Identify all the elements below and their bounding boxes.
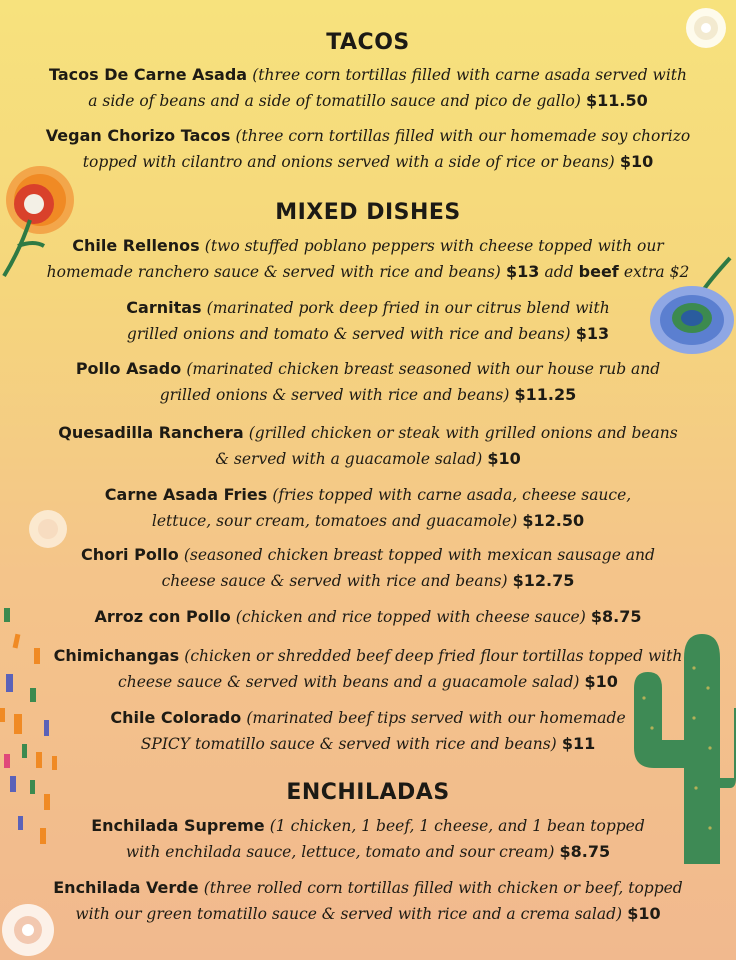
section-title-enchiladas: ENCHILADAS (286, 780, 450, 805)
menu-item (40, 482, 696, 534)
item-extra-price: extra $2 (623, 263, 690, 281)
item-description-cont: SPICY tomatillo sauce & served with rice and beans) (140, 735, 557, 753)
item-name: Arroz con Pollo (94, 607, 231, 626)
menu-item (40, 604, 696, 630)
menu-item (40, 356, 696, 408)
menu-item (40, 295, 696, 347)
menu-item (40, 813, 696, 865)
item-name: Chile Colorado (110, 708, 242, 727)
item-description: (chicken or shredded beef deep fried flour tortillas topped with (184, 647, 683, 665)
item-description-cont: grilled onions & served with rice and beans) (159, 386, 510, 404)
menu-item (40, 875, 696, 927)
item-price: $11.25 (514, 385, 577, 404)
item-description-cont: topped with cilantro and onions served with a side of rice or beans) (82, 153, 615, 171)
item-name: Tacos De Carne Asada (48, 65, 248, 84)
item-description: (three corn tortillas filled with carne asada served with (252, 66, 687, 84)
item-name: Enchilada Supreme (91, 816, 265, 835)
item-description-cont: homemade ranchero sauce & served with rice and beans) (46, 263, 501, 281)
item-name: Chori Pollo (81, 545, 179, 564)
item-price: $11.50 (586, 91, 648, 110)
item-price: $12.50 (522, 511, 585, 530)
menu-item (40, 705, 696, 757)
item-price: $10 (487, 449, 521, 468)
item-name: Pollo Asado (75, 359, 182, 378)
item-name: Quesadilla Ranchera (58, 423, 244, 442)
menu-item (40, 420, 696, 472)
item-description-cont: cheese sauce & served with rice and beans) (161, 572, 508, 590)
item-price: $13 (575, 324, 610, 343)
item-description-cont: a side of beans and a side of tomatillo sauce and pico de gallo) (88, 92, 581, 110)
section-title-mixed-dishes: MIXED DISHES (275, 200, 461, 225)
item-extra-beef: beef (578, 262, 619, 281)
menu-item (40, 62, 696, 114)
item-description: (seasoned chicken breast topped with mexican sausage and (183, 546, 655, 564)
item-description: (marinated beef tips served with our homemade (246, 709, 626, 727)
item-price: $11 (561, 734, 596, 753)
item-price: $8.75 (559, 842, 611, 861)
item-description-cont: with our green tomatillo sauce & served with rice and a crema salad) (75, 905, 623, 923)
item-name: Carne Asada Fries (104, 485, 268, 504)
item-description-cont: & served with a guacamole salad) (215, 450, 483, 468)
item-description: (1 chicken, 1 beef, 1 cheese, and 1 bean topped (269, 817, 645, 835)
item-description-cont: cheese sauce & served with beans and a guacamole salad) (118, 673, 580, 691)
section-title-tacos: TACOS (326, 30, 410, 55)
item-name: Chimichangas (53, 646, 180, 665)
menu-item (40, 542, 696, 594)
item-description: (two stuffed poblano peppers with cheese topped with our (204, 237, 664, 255)
item-price: $10 (619, 152, 654, 171)
item-price: $8.75 (590, 607, 642, 626)
item-description: (fries topped with carne asada, cheese sauce, (272, 486, 632, 504)
item-name: Chile Rellenos (72, 236, 200, 255)
item-description: (grilled chicken or steak with grilled onions and beans (248, 424, 678, 442)
item-name: Enchilada Verde (53, 878, 199, 897)
item-description-cont: grilled onions and tomato & served with rice and beans) (126, 325, 571, 343)
item-description-cont: lettuce, sour cream, tomatoes and guacamole) (151, 512, 518, 530)
menu-item (40, 233, 696, 285)
item-description: (marinated pork deep fried in our citrus blend with (206, 299, 610, 317)
item-description: (marinated chicken breast seasoned with our house rub and (186, 360, 661, 378)
menu-item (40, 643, 696, 695)
item-description: (three rolled corn tortillas filled with chicken or beef, topped (203, 879, 683, 897)
item-name: Carnitas (126, 298, 202, 317)
item-description: (chicken and rice topped with cheese sauce) (235, 608, 586, 626)
item-price: $13 (505, 262, 540, 281)
menu-item (40, 123, 696, 175)
item-price: $10 (627, 904, 661, 923)
item-name: Vegan Chorizo Tacos (45, 126, 231, 145)
item-description-cont: with enchilada sauce, lettuce, tomato and sour cream) (125, 843, 555, 861)
item-description: (three corn tortillas filled with our homemade soy chorizo (235, 127, 691, 145)
item-price: $10 (584, 672, 618, 691)
item-extra-prefix: add (544, 263, 574, 281)
item-price: $12.75 (512, 571, 575, 590)
